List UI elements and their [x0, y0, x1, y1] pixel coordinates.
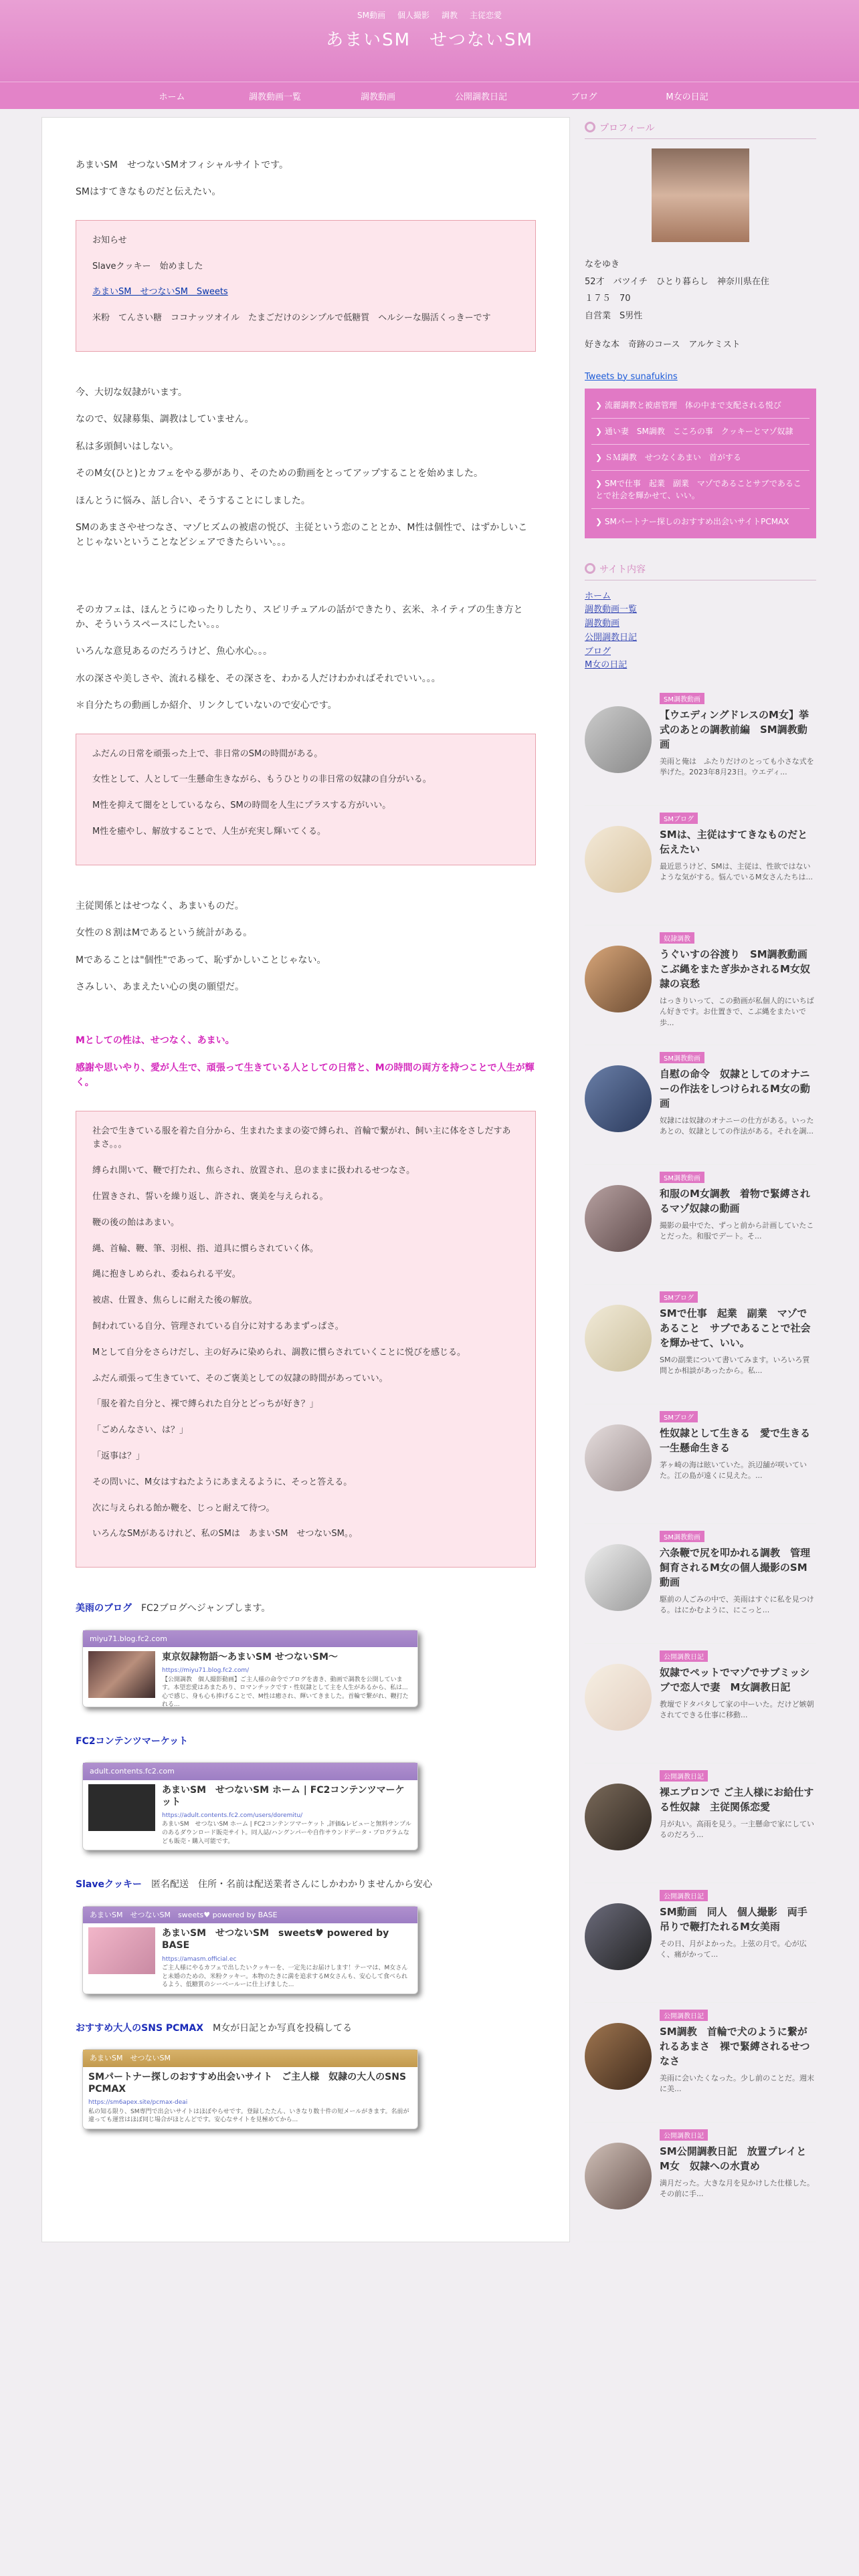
- box-line: いろんなSMがあるけれど、私のSMは あまいSM せつないSM。。: [92, 1529, 358, 1539]
- box-line: 女性として、人として一生懸命生きながら、もうひとりの非日常の奴隷の自分がいる。: [92, 774, 432, 785]
- text: 主従関係とはせつなく、あまいものだ。: [76, 900, 244, 911]
- post-thumb: [585, 1305, 652, 1372]
- card-thumbnail: [88, 1927, 155, 1974]
- box-line: 社会で生きている服を着た自分から、生まれたままの姿で縛られ、首輪で繋がれ、飼い主に体をさしだすあまさ。。。: [92, 1125, 511, 1150]
- post-category: 公開調教日記: [660, 2010, 708, 2021]
- tweet-item[interactable]: ❯ ＳＭ調教 せつなくあまい 首がする: [591, 445, 809, 471]
- post-thumb: [585, 826, 652, 893]
- post-item[interactable]: [585, 926, 816, 1045]
- card-desc: あまいSM せつないSM ホーム | FC2コンテンツマーケット ,評価&レビューと無料サンプルのあるダウンロード販売サイト。同人誌/ハングンパーや自作サウンドデータ・プログラムなども販売・購入可能です。: [162, 1821, 411, 1845]
- post-category: SM調教動画: [660, 1052, 704, 1063]
- sidebar: [585, 117, 821, 2242]
- contents-link[interactable]: M女の日記: [585, 660, 628, 671]
- text: そのカフェは、ほんとうにゆったりしたり、スピリチュアルの話ができたり、玄米、ネイティブの生き方とか、そういうスペースにしたい。。。: [76, 604, 523, 631]
- post-title: SMで仕事 起業 副業 マゾであること サブであることで社会を輝かせて、いい。: [660, 1307, 811, 1349]
- subnav-personal[interactable]: 個人撮影: [397, 11, 430, 20]
- box-line: 鞭の後の飴はあまい。: [92, 1217, 180, 1228]
- ring-icon: [585, 122, 595, 132]
- card-url: https://sm6apex.site/pcmax-deai: [88, 2099, 188, 2107]
- box-line: その問いに、M女はすねたようにあまえるように、そっと答える。: [92, 1477, 353, 1487]
- card-desc: 【公開調教 個人撮影動画】ご主人様の命令でブログを書き、動画で調教を公開しています。本望恋愛はあまたあり、ロマンチックです・性奴隷として主を人生があるから、私は...心で感じ、身も心も捧げることで、M性は癒され、輝いてきました。首輪で繋がれ、鞭打たれる...: [162, 1676, 409, 1709]
- sweets-link[interactable]: あまいSM せつないSM Sweets: [92, 287, 228, 298]
- post-excerpt: 最近思うけど、SMは、主従は、性欲ではないような気がする。悩んでいるM女さんたちは...: [660, 861, 813, 882]
- profile-line: １７５ 70: [585, 294, 631, 304]
- post-thumb: [585, 1065, 652, 1132]
- post-item[interactable]: [585, 686, 816, 806]
- profile-line: なをゆき: [585, 259, 620, 270]
- nav-diary[interactable]: 公開調教日記: [454, 92, 507, 102]
- ring-icon: [585, 563, 595, 574]
- post-category: SM調教動画: [660, 1172, 704, 1183]
- text: 今、大切な奴隷がいます。: [76, 387, 187, 398]
- subnav-training[interactable]: 調教: [441, 11, 458, 20]
- post-category: 公開調教日記: [660, 1770, 708, 1782]
- text: 水の深さや美しさや、流れる様を、その深さを、わかる人だけわかればそれでいい。。。: [76, 673, 441, 684]
- post-excerpt: 茅ヶ崎の海は眩いていた。浜辺舗が咲いていた。江の島が遠くに見えた。...: [660, 1460, 807, 1481]
- card-url: https://adult.contents.fc2.com/users/doremitu/: [162, 1812, 303, 1820]
- post-excerpt: 美雨に会いたくなった。少し前のことだ。週末に美...: [660, 2073, 814, 2094]
- contents-link[interactable]: 調教動画: [585, 619, 620, 629]
- card-site: adult.contents.fc2.com: [83, 1763, 417, 1780]
- post-excerpt: 駆前の人ごみの中で、美雨はすぐに私を見つける。はにかむように、にこっと...: [660, 1594, 814, 1615]
- post-thumb: [585, 706, 652, 773]
- post-thumb: [585, 1544, 652, 1611]
- text: 女性の８割はMであるという統計がある。: [76, 928, 253, 939]
- post-title: 奴隷でペットでマゾでサブミッシブで恋人で妻 M女調教日記: [660, 1667, 810, 1694]
- profile-heading: プロフィール: [585, 117, 816, 139]
- post-item[interactable]: [585, 1644, 816, 1763]
- box-line: 縛られ開いて、鞭で打たれ、焦らされ、放置され、息のままに扱われるせつなさ。: [92, 1166, 415, 1176]
- post-category: 公開調教日記: [660, 1890, 708, 1901]
- post-thumb: [585, 946, 652, 1012]
- nav-m-diary[interactable]: M女の日記: [666, 92, 708, 102]
- card-title: SMパートナー探しのおすすめ出会いサイト ご主人様 奴隷の大人のSNS PCMAX: [88, 2071, 416, 2095]
- text: なので、奴隷募集、調教はしていません。: [76, 414, 254, 425]
- post-category: SMブログ: [660, 1411, 698, 1422]
- post-category: SMブログ: [660, 813, 698, 824]
- nav-blog[interactable]: ブログ: [571, 92, 597, 102]
- post-item[interactable]: [585, 2123, 816, 2242]
- site-header: [0, 0, 859, 82]
- post-thumb: [585, 2023, 652, 2090]
- post-excerpt: 撮影の最中でた、ずっと前から計画していたことだった。和服でデート。そ...: [660, 1220, 814, 1241]
- card-url: https://amasm.official.ec: [162, 1955, 237, 1963]
- post-title: SM公開調教日記 放置プレイとM女 奴隷への水責め: [660, 2145, 807, 2173]
- post-excerpt: その日、月がよかった。上弦の月で。心が広く、痛がかって...: [660, 1939, 807, 1959]
- slave-text: 匿名配送 住所・名前は配送業者さんにしかわかりませんから安心: [151, 1879, 432, 1891]
- post-list: [585, 686, 821, 2242]
- box-line: 次に与えられる飴か鞭を、じっと耐えて待つ。: [92, 1503, 275, 1513]
- card-desc: 私の知る限り、SM専門で出会いサイトはほぼやらせです。登録したたん、いきなり数十件の短メールがきます。名前が違っても運営はほぼ同じ場合がほとんどです。安心なサイトを見極めてから...: [88, 2108, 409, 2124]
- profile-line: 52才 バツイチ ひとり暮らし 神奈川県在住: [585, 276, 769, 287]
- global-nav: [0, 82, 859, 109]
- profile-photo: [652, 148, 749, 242]
- post-title: 自慰の命令 奴隷としてのオナニーの作法をしつけられるM女の動画: [660, 1068, 810, 1109]
- box-line: M性を抑えて闇をとしているなら、SMの時間を人生にプラスする方がいい。: [92, 800, 391, 811]
- post-title: 性奴隷として生きる 愛で生きる 一生懸命生きる: [660, 1427, 821, 1455]
- box-line: 被虐、仕置き、焦らしに耐えた後の解放。: [92, 1295, 258, 1306]
- card-site: miyu71.blog.fc2.com: [83, 1630, 417, 1648]
- box-line: M性を癒やし、解放することで、人生が充実し輝いてくる。: [92, 827, 326, 837]
- profile-line: 好きな本 奇跡のコース アルケミスト: [585, 340, 741, 350]
- blog-text: FC2ブログへジャンプします。: [141, 1603, 271, 1614]
- post-excerpt: SMの副業について書いてみます。いろいろ質問とか相談があったから。私...: [660, 1355, 810, 1376]
- box-line: 仕置きされ、誓いを繰り返し、許され、褒美を与えられる。: [92, 1191, 328, 1202]
- post-title: 六条鞭で尻を叩かれる調教 管理 飼育されるM女の個人撮影のSM動画: [660, 1547, 821, 1588]
- poem-box: [76, 1111, 536, 1568]
- nav-video-list[interactable]: 調教動画一覧: [248, 92, 301, 102]
- site-title[interactable]: あまいSM せつないSM: [326, 30, 533, 50]
- card-title: 東京奴隷物語〜あまいSM せつないSM〜: [162, 1652, 338, 1663]
- card-site: あまいSM せつないSM sweets♥ powered by BASE: [83, 1907, 417, 1924]
- profile-text: [585, 258, 816, 352]
- post-excerpt: 満月だった。大きな月を見かけした仕様した。その前に手...: [660, 2178, 814, 2199]
- sweets-card[interactable]: [82, 1906, 418, 1994]
- fc2-link[interactable]: FC2コンテンツマーケット: [76, 1735, 189, 1747]
- post-category: 奴隷調教: [660, 932, 694, 944]
- contents-link[interactable]: 公開調教日記: [585, 632, 638, 643]
- card-title: あまいSM せつないSM ホーム | FC2コンテンツマーケット: [162, 1784, 405, 1808]
- text: さみしい、あまえたい心の奥の願望だ。: [76, 982, 244, 993]
- card-thumbnail: [88, 1651, 155, 1698]
- pcmax-card[interactable]: [82, 2049, 418, 2129]
- sns-text: M女が日記とか写真を投稿してる: [213, 2022, 353, 2034]
- highlight-text: Mとしての性は、せつなく、あまい。: [76, 1035, 235, 1047]
- post-excerpt: 月が丸い。高雨を見う。一主懸命で家にしているのだろう...: [660, 1819, 814, 1840]
- box-line: Mとして自分をさらけだし、主の好みに染められ、調教に慣らされていくことに悦びを感じる。: [92, 1347, 466, 1358]
- subnav-love[interactable]: 主従恋愛: [470, 11, 502, 20]
- post-item[interactable]: [585, 1524, 821, 1644]
- profile-line: 自営業 S男性: [585, 310, 643, 321]
- post-title: SM調教 首輪で犬のように繋がれるあまさ 裸で緊縛されるせつなさ: [660, 2026, 810, 2067]
- box-line: 「返事は？」: [92, 1451, 145, 1461]
- card-site: あまいSM せつないSM: [83, 2050, 417, 2067]
- post-item[interactable]: [585, 1285, 816, 1404]
- contents-link[interactable]: ブログ: [585, 646, 611, 657]
- post-title: SM動画 同人 個人撮影 両手吊りで鞭打たれるM女美雨: [660, 1906, 807, 1933]
- subnav-sm-video[interactable]: SM動画: [357, 11, 385, 20]
- text: Mであることは"個性"であって、恥ずかしいことじゃない。: [76, 954, 326, 966]
- post-excerpt: 美雨と俺は ふたりだけのとっても小さな式を挙げた。2023年8月23日。ウエディ...: [660, 756, 814, 777]
- tweet-item[interactable]: ❯ 通い妻 SM調教 こころの事 クッキーとマゾ奴隷: [591, 419, 809, 445]
- fc2-card[interactable]: [82, 1762, 418, 1850]
- text: 私は多頭飼いはしない。: [76, 441, 179, 452]
- post-thumb: [585, 1903, 652, 1970]
- card-title: あまいSM せつないSM sweets♥ powered by BASE: [162, 1928, 389, 1951]
- post-thumb: [585, 2143, 652, 2210]
- post-excerpt: 奴隷には奴隷のオナニーの仕方がある。いったあとの、奴隷としての作法がある。それを調...: [660, 1115, 814, 1136]
- box-line: 「ごめんなさい、は？」: [92, 1425, 189, 1436]
- card-desc: ご主人様にやるカフェで出したいクッキーを、一定先にお届けします！テーマは、M女さんと未婚のための、米粉クッキー。本物のたきに満を追求するM女さんも、安心して食べられるよう、低糖質のシーベールーに仕上げました...: [162, 1964, 408, 1989]
- tweet-item[interactable]: ❯ 流麗調教と被虐管理 体の中まで支配される悦び: [591, 393, 809, 419]
- post-thumb: [585, 1784, 652, 1850]
- box-line: 縄、首輪、鞭、筆、羽根、指、道具に慣らされていく体。: [92, 1243, 319, 1254]
- post-title: 【ウエディングドレスのM女】挙式のあとの調教前編 SM調教動画: [660, 709, 809, 750]
- box-line: ふだん頑張って生きていて、そのご褒美としての奴隷の時間があっていい。: [92, 1373, 388, 1384]
- post-category: SMブログ: [660, 1291, 698, 1303]
- notice-line: Slaveクッキー 始めました: [92, 261, 203, 272]
- post-item[interactable]: [585, 1883, 816, 2003]
- notice-line: 米粉 てんさい糖 ココナッツオイル たまごだけのシンプルで低糖質 ヘルシーな腸活くっきーです: [92, 313, 491, 324]
- post-title: SMは、主従はすてきなものだと伝えたい: [660, 829, 808, 856]
- intro-line: あまいSM せつないSMオフィシャルサイトです。: [76, 160, 289, 171]
- post-item[interactable]: [585, 2003, 816, 2123]
- box-line: 縄に抱きしめられ、委ねられる平安。: [92, 1269, 241, 1280]
- post-item[interactable]: [585, 1045, 816, 1165]
- post-item[interactable]: [585, 1165, 816, 1285]
- post-item[interactable]: [585, 806, 816, 926]
- post-item[interactable]: [585, 1404, 821, 1524]
- text: SMのあまさやせつなさ、マゾヒズムの被虐の悦び、主従という恋のこととか、M性は個性で、はずかしいことじゃないということなどシェアできたらいい。。。: [76, 522, 528, 548]
- post-item[interactable]: [585, 1763, 816, 1883]
- main-content: [41, 117, 570, 2242]
- contents-link[interactable]: 調教動画一覧: [585, 605, 638, 615]
- text: ほんとうに悩み、話し合い、そうすることにしました。: [76, 495, 310, 506]
- post-excerpt: はっきりいって、この動画が私個人的にいちばん好きです。お仕置きで、こぶ縄をまたいで歩...: [660, 996, 814, 1027]
- box-line: ふだんの日常を頑張った上で、非日常のSMの時間がある。: [92, 748, 323, 759]
- post-title: うぐいすの谷渡り SM調教動画 こぶ縄をまたぎ歩かされるM女奴隷の哀愁: [660, 948, 818, 990]
- post-category: SM調教動画: [660, 1531, 704, 1542]
- highlight-text: 感謝や思いやり、愛が人生で、頑張って生きている人としての日常と、Mの時間の両方を持つことで人生が輝く。: [76, 1062, 535, 1089]
- post-category: SM調教動画: [660, 693, 704, 704]
- tweet-item[interactable]: ❯ SMで仕事 起業 副業 マゾであることサブであることで社会を輝かせて、いい。: [591, 471, 809, 509]
- tweets-link[interactable]: Tweets by sunafukins: [585, 371, 678, 382]
- blog-link[interactable]: 美雨のブログ: [76, 1603, 132, 1614]
- tweets-box: [585, 389, 816, 538]
- post-excerpt: 教壇でドタバタして家の中ーいた。だけど嫉朝されてできる仕事に移動...: [660, 1699, 814, 1720]
- nav-video[interactable]: 調教動画: [360, 92, 395, 102]
- contents-heading: サイト内容: [585, 558, 816, 580]
- intro-line: SMはすてきなものだと伝えたい。: [76, 187, 221, 198]
- text: いろんな意見あるのだろうけど、魚心水心。。。: [76, 646, 272, 657]
- text: そのM女(ひと)とカフェをやる夢があり、そのための動画をとってアップすることを始めました。: [76, 468, 484, 479]
- tweet-item[interactable]: ❯ SMパートナー探しのおすすめ出会いサイトPCMAX: [595, 516, 789, 526]
- box-line: 「服を着た自分と、裸で縛られた自分とどっちが好き？」: [92, 1399, 318, 1410]
- blog-card[interactable]: [82, 1630, 418, 1707]
- nav-home[interactable]: ホーム: [159, 92, 185, 102]
- contents-link[interactable]: ホーム: [585, 591, 611, 601]
- post-category: 公開調教日記: [660, 2129, 708, 2141]
- post-thumb: [585, 1185, 652, 1252]
- post-title: 和服のM女調教 着物で緊縛されるマゾ奴隷の動画: [660, 1188, 810, 1215]
- post-thumb: [585, 1664, 652, 1731]
- post-title: 裸エプロンで ご主人様にお給仕する性奴隷 主従関係恋愛: [660, 1786, 814, 1814]
- post-thumb: [585, 1424, 652, 1491]
- box-line: 飼われている自分、管理されている自分に対するあまずっぱさ。: [92, 1321, 344, 1331]
- card-url: https://miyu71.blog.fc2.com/: [162, 1667, 250, 1675]
- post-category: 公開調教日記: [660, 1650, 708, 1662]
- pcmax-link[interactable]: おすすめ大人のSNS PCMAX: [76, 2022, 203, 2034]
- slave-cookie-link[interactable]: Slaveクッキー: [76, 1879, 142, 1891]
- notice-box: [76, 220, 536, 352]
- card-thumbnail: [88, 1784, 155, 1831]
- header-subnav: [0, 0, 859, 21]
- text: ＊自分たちの動画しか紹介、リンクしていないので安心です。: [76, 700, 337, 712]
- message-box: [76, 734, 536, 865]
- notice-title: お知らせ: [92, 235, 127, 245]
